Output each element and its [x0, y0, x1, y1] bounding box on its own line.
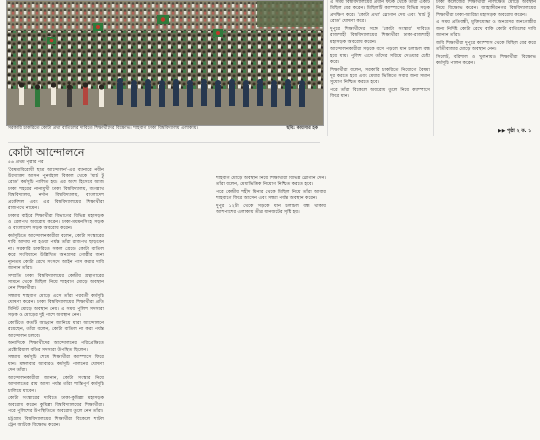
continued-page-reference[interactable]: ▶▶ পৃষ্ঠা ২ ক. ১: [498, 129, 532, 134]
paragraph: এ সময় বিশ্ববিদ্যালয়ের প্রধান ফটক থেকে তাঁরা একটি মিছিল বের করেন। মিছিলটি ক্যাম্পাসের বিভিন্ন সড়ক প্রদক্ষিণ করে। 'কোটা প্রথা' স্লোগান দেয় এবং 'মার্চ টু রোড' ঘোষণা করে।: [330, 0, 430, 25]
paragraph: শিক্ষার্থীরা বলেন, সরকারি চাকরিতে নিয়োগে বৈষম্য দূর করতে হবে এবং মেধার ভিত্তিতে সবার জন্য সমান সুযোগ নিশ্চিত করতে হবে।: [330, 67, 430, 86]
paragraph: পরে কেন্দ্রীয় শহীদ মিনার থেকে মিছিল নিয়ে তাঁরা আবার শাহবাগে ফিরে আসেন এবং সন্ধ্যা পর্যন্ত অবস্থান করেন।: [216, 190, 326, 202]
paragraph: এ সময় প্রতিবন্ধী, মুক্তিযোদ্ধা ও অনগ্রসর জনগোষ্ঠীর জন্য নির্দিষ্ট কোটা রেখে বাকি কোটা বাতিলের দাবি জানান তাঁরা।: [436, 20, 536, 39]
paragraph: কোটিতে কতটি আহ্বান জানিয়ে যারা আন্দোলনে রয়েছেন, তাঁরা বলেন, কোটা বাতিল না করা পর্যন্ত আন্দোলন চলবে।: [8, 320, 104, 339]
headline-rule: [8, 142, 320, 143]
article-column-right-2: [436, 0, 536, 136]
paragraph: সন্ধ্যায় শাহবাগ মোড়ে এসে তাঁরা পরবর্তী কর্মসূচি ঘোষণা করেন। ঢাকা বিশ্ববিদ্যালয়ের শিক্ষার্থীরা প্রতি মিনিট মোড়ে অবস্থান নেয়। এ সময় পুলিশ সদস্যরা সড়ক ও মোড়ের দুই পাশে অবস্থান নেন।: [8, 294, 104, 319]
article-headline: কোটা আন্দোলনে: [8, 146, 85, 159]
news-photo: [6, 0, 324, 126]
article-column-right-1: [330, 0, 430, 136]
paragraph: কোটা সংস্কারের দাবিতে ঢাকা-কুমিল্লা মহাসড়ক অবরোধ করেন কুমিল্লা বিশ্ববিদ্যালয়ের শিক্ষার্থীরা। পরে পুলিশের উপস্থিতিতে অবরোধ তুলে নেন তাঁরা।: [8, 396, 104, 414]
caption-text: সরকারি চাকরিতে কোটা প্রথা বাতিলের দাবিতে শিক্ষার্থীদের বিক্ষোভ। শাহবাগ ঢাকা বিশ্ববিদ্যালয় এলাকায়।: [8, 126, 199, 131]
protest-crowd-image: [7, 1, 323, 125]
paragraph: দুপুর ১২টা থেকে সড়কে যান চলাচল বন্ধ থাকায় আশপাশের এলাকায় তীব্র যানজটের সৃষ্টি হয়।: [216, 204, 326, 216]
article-column-left: [8, 160, 104, 438]
article-column-middle: [216, 176, 326, 336]
paragraph: দুপুরে শিক্ষার্থীদের সঙ্গে 'কোটা সংস্কার' দাবিতে রাজশাহী বিশ্ববিদ্যালয়ের শিক্ষার্থীরা ঢাকা-রাজশাহী মহাসড়ক অবরোধ করেন।: [330, 26, 430, 45]
paragraph: সিলেট, বরিশাল ও খুলনায়ও শিক্ষার্থীরা বিক্ষোভ কর্মসূচি পালন করেন।: [436, 54, 536, 67]
column-divider: [433, 0, 434, 136]
paragraph: শাহবাগ মোড়ে অবস্থান নিয়ে শিক্ষার্থীরা বিভিন্ন স্লোগান দেন। তাঁরা বলেন, মেধাভিত্তিক নিয়োগ নিশ্চিত করতে হবে।: [216, 176, 326, 188]
photo-credit: ছবি: কায়সার হক: [286, 126, 318, 131]
paragraph: আন্দোলনকারীরা জানান, কোটা সংস্কার নিয়ে আদালতের রায় আসা পর্যন্ত তাঁরা শান্তিপূর্ণ কর্মসূচি চালিয়ে যাবেন।: [8, 375, 104, 394]
paragraph: ঢাকা কলেজের শিক্ষার্থীরা নীলক্ষেত মোড়ে অবস্থান নিয়ে বিক্ষোভ করেন। জাহাঙ্গীরনগর বিশ্ববিদ্যালয়ের শিক্ষার্থীরা ঢাকা-আরিচা মহাসড়ক অবরোধ করেন।: [436, 0, 536, 18]
paragraph: আন্দোলনকারীরা সড়কে বসে পড়লে যান চলাচল বন্ধ হয়ে যায়। পুলিশ এসে তাঁদের সরিয়ে দেওয়ার চেষ্টা করে।: [330, 47, 430, 66]
paragraph: ৫৬ প্রথম পৃষ্ঠার পর: [8, 160, 44, 165]
paragraph: জবি শিক্ষার্থীরা দুপুরে ক্যাম্পাস থেকে মিছিল বের করে তাঁতীবাজার মোড়ে অবস্থান নেন।: [436, 40, 536, 53]
paragraph: সন্ধ্যায় কর্মসূচি শেষে শিক্ষার্থীরা ক্যাম্পাসে ফিরে যান। মঙ্গলবার আবারও কর্মসূচি পালনের ঘোষণা দেন তাঁরা।: [8, 355, 104, 374]
photo-caption: [8, 126, 320, 138]
paragraph: পরে তাঁরা বিকেলে অবরোধ তুলে নিয়ে ক্যাম্পাসে ফিরে যান।: [330, 88, 430, 100]
paragraph: কর্মসূচিতে আন্দোলনকারীরা বলেন, কোটা সংস্কারের দাবি আদায় না হওয়া পর্যন্ত তাঁরা রাজপথ ছাড়বেন না। সরকারি চাকরিতে সকল গ্রেডে কোটা বাতিল করে সংবিধানে উল্লিখিত অনগ্রসর গোষ্ঠীর জন্য ন্যূনতম কোটা রেখে সংসদে আইন পাস করার দাবি জানান তাঁরা।: [8, 234, 104, 272]
column-divider: [327, 0, 328, 136]
paragraph: 'বৈষম্যবিরোধী ছাত্র আন্দোলন'-এর ব্যানারে নবীন উদ্যোক্তা আসন পুনর্বহাল বিকাল থেকে 'মার্চ টু রোড' কর্মসূচি পালিত হয়। এর অংশ হিসেবে আজ ঢাকা শহরের নানামুখী ঢাকা বিশ্ববিদ্যালয়, জগন্নাথ বিশ্ববিদ্যালয়, নর্দান বিশ্ববিদ্যালয়, বাংলাদেশ প্রকৌশল এবং এর বিশ্ববিদ্যালয়ের শিক্ষার্থীরা রাজপথে নামেন।: [8, 167, 104, 212]
paragraph: ঢাকার বাইরে শিক্ষার্থীরা বিভাগের বিভিন্ন মহাসড়ক ও রেলপথ অবরোধ করেন। ঢাকা-ময়মনসিংহ সড়ক ও বাংলাদেশ সড়ক অবরোধ করেন।: [8, 213, 104, 232]
paragraph: অন্যদিকে শিক্ষার্থীদের আন্দোলনের পরিপ্রেক্ষিতে প্রক্টোরিয়াল বডির সদস্যরা উপস্থিত ছিলেন।: [8, 341, 104, 353]
paragraph: চট্টগ্রাম বিশ্ববিদ্যালয়ের শিক্ষার্থীরা বিকেলে শাটল ট্রেন আটকে বিক্ষোভ করেন।: [8, 416, 104, 428]
paragraph: সম্প্রতি ঢাকা বিশ্ববিদ্যালয়ের কেন্দ্রীয় গ্রন্থাগারের সামনে থেকে মিছিল নিয়ে শাহবাগ মোড়ে অবস্থান নেন শিক্ষার্থীরা।: [8, 273, 104, 292]
